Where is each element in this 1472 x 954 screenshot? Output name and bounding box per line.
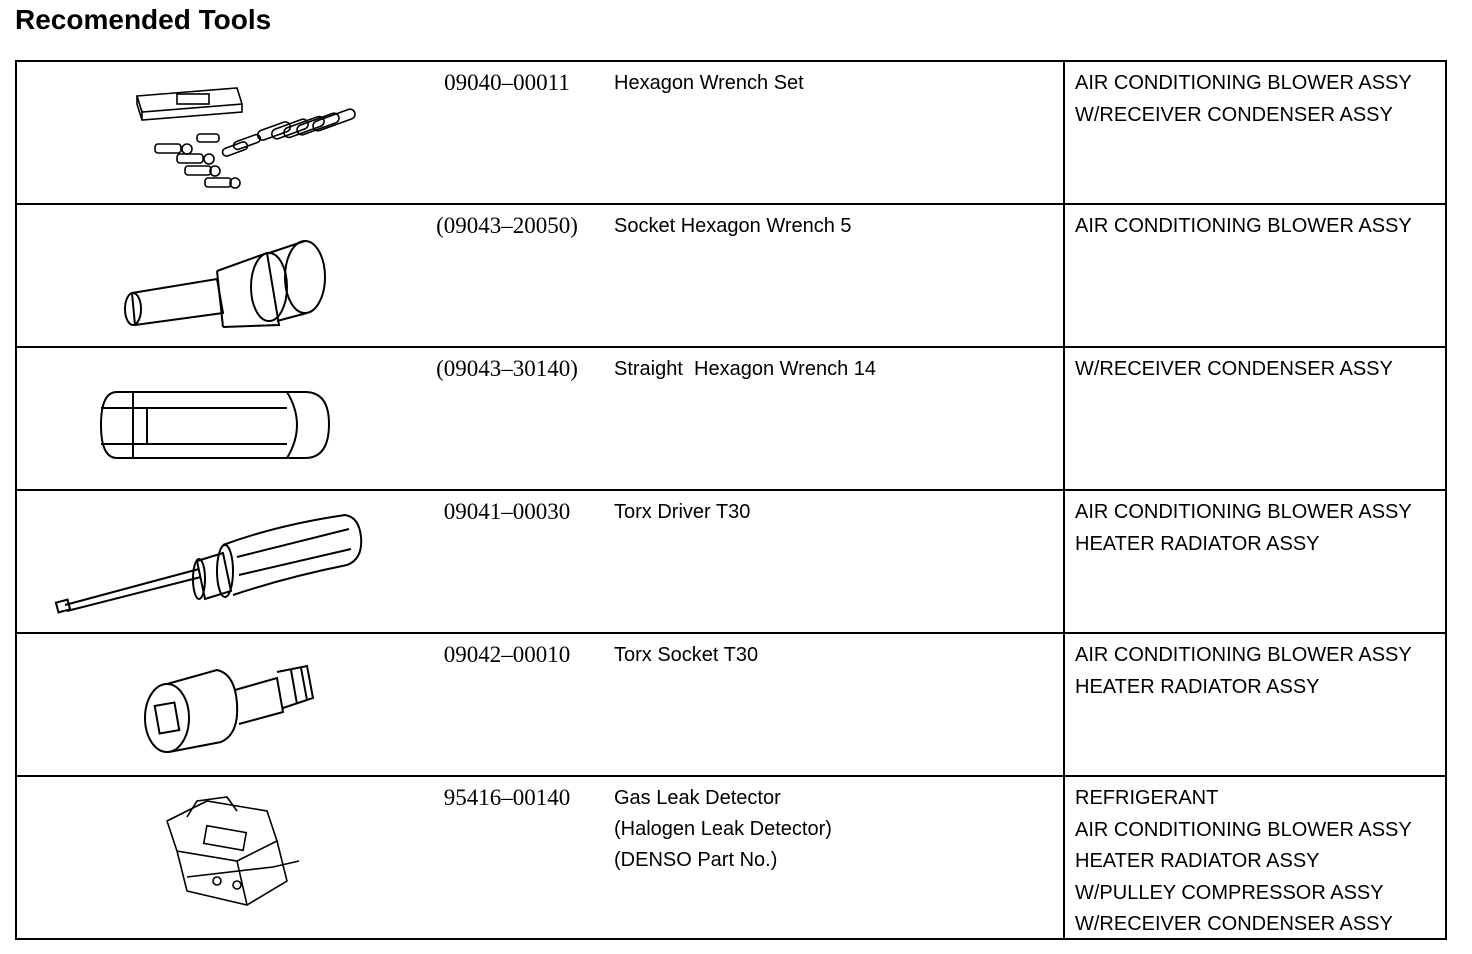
tool-usage — [1075, 68, 1412, 131]
table-row — [17, 777, 1445, 938]
column-divider — [1063, 62, 1065, 203]
usage-line: AIR CONDITIONING BLOWER ASSY — [1075, 818, 1412, 841]
table-row — [17, 491, 1445, 634]
tool-usage — [1075, 497, 1412, 560]
tools-table — [15, 60, 1447, 940]
table-row — [17, 348, 1445, 491]
tool-usage — [1075, 783, 1412, 941]
usage-line: W/PULLEY COMPRESSOR ASSY — [1075, 881, 1384, 904]
usage-line: W/RECEIVER CONDENSER ASSY — [1075, 913, 1393, 935]
usage-line: HEATER RADIATOR ASSY — [1075, 532, 1320, 555]
usage-line: AIR CONDITIONING BLOWER ASSY — [1075, 72, 1412, 94]
gas-leak-detector-icon — [37, 781, 427, 931]
page-title: Recomended Tools — [15, 4, 272, 35]
table-row — [17, 62, 1445, 205]
column-divider — [1063, 634, 1065, 775]
part-number: 09042–00010 — [443, 642, 571, 667]
part-number: (09043–20050) — [436, 213, 578, 238]
tool-name — [614, 783, 832, 876]
usage-line: AIR CONDITIONING BLOWER ASSY — [1075, 644, 1412, 666]
hexagon-wrench-set-icon — [37, 66, 427, 198]
tool-name — [614, 497, 750, 528]
part-number: 09040–00011 — [444, 70, 570, 95]
tool-name-line: Gas Leak Detector — [614, 787, 781, 809]
tool-name-line: Hexagon Wrench Set — [614, 72, 804, 94]
usage-line: AIR CONDITIONING BLOWER ASSY — [1075, 501, 1412, 523]
tool-name — [614, 354, 876, 385]
straight-hexagon-wrench-icon — [37, 352, 427, 484]
tool-name-line: Torx Socket T30 — [614, 644, 759, 666]
usage-line: W/RECEIVER CONDENSER ASSY — [1075, 103, 1393, 126]
tool-name-line: Socket Hexagon Wrench 5 — [614, 215, 852, 237]
usage-line: W/RECEIVER CONDENSER ASSY — [1075, 358, 1393, 380]
tool-name-line: Straight Hexagon Wrench 14 — [614, 358, 877, 380]
tool-name-line: Torx Driver T30 — [614, 501, 751, 523]
table-row — [17, 205, 1445, 348]
column-divider — [1063, 348, 1065, 489]
usage-line: HEATER RADIATOR ASSY — [1075, 850, 1320, 872]
column-divider — [1063, 777, 1065, 938]
part-number: 09041–00030 — [443, 499, 571, 524]
tool-usage — [1075, 640, 1412, 703]
tool-name — [614, 640, 758, 671]
part-number: (09043–30140) — [436, 356, 578, 381]
usage-line: AIR CONDITIONING BLOWER ASSY — [1075, 215, 1412, 237]
tool-usage — [1075, 354, 1393, 386]
column-divider — [1063, 491, 1065, 632]
tool-name-line: (DENSO Part No.) — [614, 849, 778, 871]
tool-name — [614, 68, 804, 99]
tool-usage — [1075, 211, 1412, 243]
tool-name — [614, 211, 852, 242]
usage-line: REFRIGERANT — [1075, 787, 1219, 809]
column-divider — [1063, 205, 1065, 346]
usage-line: HEATER RADIATOR ASSY — [1075, 675, 1320, 698]
socket-hexagon-wrench-icon — [37, 209, 427, 341]
torx-driver-icon — [37, 495, 427, 627]
torx-socket-icon — [37, 638, 427, 770]
tool-name-line: (Halogen Leak Detector) — [614, 818, 832, 840]
part-number: 95416–00140 — [443, 785, 571, 810]
table-row — [17, 634, 1445, 777]
